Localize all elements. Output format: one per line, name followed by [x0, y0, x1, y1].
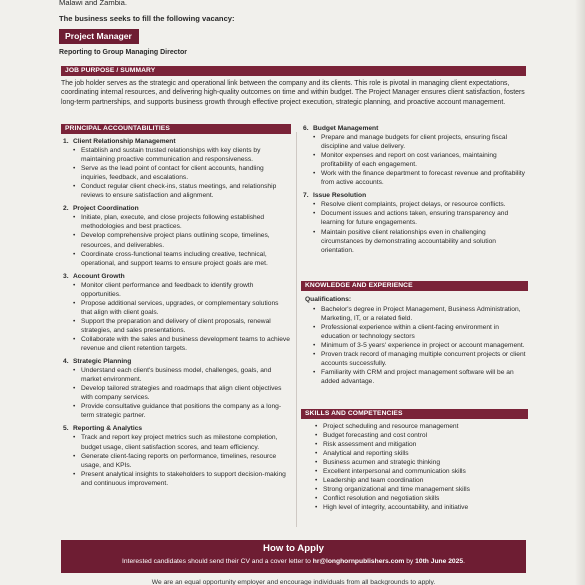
qualification-item: • Bachelor's degree in Project Management, Business Administration, Marketing, IT, or a related field. — [311, 305, 528, 323]
skill-item: • Business acumen and strategic thinking — [313, 458, 528, 467]
qualifications-list — [303, 305, 528, 386]
accountability-section-title — [63, 424, 291, 433]
apply-text-after: . — [463, 558, 465, 565]
skill-item: • Leadership and team coordination — [313, 476, 528, 485]
section-number: 6. — [303, 125, 309, 132]
intro-countries: Malawi and Zambia. — [59, 0, 127, 7]
accountability-item: • Coordinate cross-functional teams including creative, technical, operational, and support teams to ensure project goals are met. — [71, 250, 291, 268]
accountability-section-title — [63, 357, 291, 366]
accountability-item: • Monitor expenses and report on cost variances, maintaining profitability of each engagement. — [311, 151, 528, 169]
knowledge-section — [303, 292, 528, 386]
accountability-item: • Develop tailored strategies and roadmaps that align client objectives with company services. — [71, 384, 291, 402]
section-number: 2. — [63, 205, 69, 213]
section-number: 4. — [63, 358, 69, 366]
accountability-section-title — [63, 204, 291, 213]
accountabilities-right-column — [303, 124, 528, 255]
section-title-text: Account Growth — [73, 272, 125, 280]
accountability-item: • Track and report key project metrics such as milestone completion, budget usage, client satisfaction scores, and team efficiency. — [71, 433, 291, 451]
accountability-item: • Resolve client complaints, project delays, or resource conflicts. — [311, 200, 528, 209]
intro-vacancy-lead: The business seeks to fill the following vacancy: — [59, 14, 235, 23]
accountability-item: • Support the preparation and delivery of client proposals, renewal strategies, and sales presentations. — [71, 317, 291, 335]
section-title-text: Reporting & Analytics — [73, 425, 143, 433]
section-title-text: Client Relationship Management — [73, 138, 176, 145]
skill-item: • Analytical and reporting skills — [313, 449, 528, 458]
accountability-section-title — [303, 124, 528, 133]
accountability-item: • Maintain positive client relationships even in challenging circumstances by demonstrating accountability and solution orientation. — [311, 228, 528, 255]
skills-section — [305, 422, 528, 512]
apply-text-before: Interested candidates should send their CV and a cover letter to — [122, 558, 313, 565]
skills-heading: SKILLS AND COMPETENCIES — [301, 409, 528, 419]
skill-item: • Risk assessment and mitigation — [313, 440, 528, 449]
accountability-item: • Provide consultative guidance that positions the company as a long-term strategic partner. — [71, 402, 291, 420]
apply-text-mid: by — [404, 558, 416, 565]
accountability-list — [63, 213, 291, 267]
accountability-list — [63, 366, 291, 420]
accountability-list — [63, 146, 291, 200]
column-divider — [296, 132, 297, 527]
qualifications-label: Qualifications: — [305, 296, 352, 303]
accountability-item: • Work with the finance department to forecast revenue and profitability from active accounts. — [311, 169, 528, 187]
accountability-item: • Generate client-facing reports on performance, timelines, resource usage, and KPIs. — [71, 452, 291, 470]
accountability-item: • Initiate, plan, execute, and close projects following established methodologies and best practices. — [71, 213, 291, 231]
skill-item: • High level of integrity, accountability, and initiative — [313, 503, 528, 512]
how-to-apply-box — [61, 540, 526, 573]
section-number: 5. — [63, 425, 69, 433]
accountabilities-left-column — [63, 137, 291, 488]
qualification-item: • Familiarity with CRM and project management software will be an added advantage. — [311, 368, 528, 386]
knowledge-heading: KNOWLEDGE AND EXPERIENCE — [301, 281, 528, 291]
accountability-item: • Prepare and manage budgets for client projects, ensuring fiscal discipline and value delivery. — [311, 133, 528, 151]
section-title-text: Strategic Planning — [73, 358, 132, 366]
section-title-text: Project Coordination — [73, 205, 139, 213]
skill-item: • Strong organizational and time management skills — [313, 485, 528, 494]
apply-deadline: 10th June 2025 — [415, 558, 464, 565]
accountability-list — [303, 133, 528, 187]
accountability-section-title — [303, 191, 528, 200]
section-number: 1. — [63, 138, 69, 145]
accountability-item: • Collaborate with the sales and business development teams to achieve revenue and client retention targets. — [71, 335, 291, 353]
section-number: 3. — [63, 272, 69, 280]
accountability-item: • Propose additional services, upgrades, or complementary solutions that align with client goals. — [71, 299, 291, 317]
section-title-text: Budget Management — [313, 125, 379, 132]
page-edge-shadow — [575, 0, 585, 585]
accountability-section-title — [63, 137, 291, 146]
section-title-text: Issue Resolution — [313, 192, 367, 200]
section-number: 7. — [303, 192, 309, 200]
accountability-list — [63, 281, 291, 353]
accountability-item: • Understand each client's business model, challenges, goals, and market environment. — [71, 366, 291, 384]
reporting-line: Reporting to Group Managing Director — [59, 49, 187, 56]
accountability-item: • Document issues and actions taken, ensuring transparency and learning for future engagements. — [311, 209, 528, 227]
accountabilities-heading: PRINCIPAL ACCOUNTABILITIES — [61, 124, 291, 134]
qualification-item: • Minimum of 3-5 years' experience in project or account management. — [311, 341, 528, 350]
accountability-list — [63, 433, 291, 487]
apply-email[interactable]: hr@longhornpublishers.com — [312, 558, 405, 565]
summary-heading: JOB PURPOSE / SUMMARY — [61, 66, 526, 76]
skill-item: • Budget forecasting and cost control — [313, 431, 528, 440]
accountability-section-title — [63, 272, 291, 281]
accountability-item: • Monitor client performance and feedback to identify growth opportunities. — [71, 281, 291, 299]
how-to-apply-heading: How to Apply — [263, 543, 324, 554]
equal-opportunity-note: We are an equal opportunity employer and encourage individuals from all backgrounds to apply. — [151, 579, 436, 585]
how-to-apply-text — [61, 558, 526, 565]
accountability-item: • Conduct regular client check-ins, status meetings, and relationship reviews to ensure satisfaction and alignment. — [71, 182, 291, 200]
accountability-item: • Present analytical insights to stakeholders to support decision-making and continuous improvement. — [71, 470, 291, 488]
skill-item: • Project scheduling and resource management — [313, 422, 528, 431]
accountability-item: • Establish and sustain trusted relationships with key clients by maintaining proactive communication and responsiveness. — [71, 146, 291, 164]
skill-item: • Conflict resolution and negotiation skills — [313, 494, 528, 503]
accountability-list — [303, 200, 528, 254]
skill-item: • Excellent interpersonal and communication skills — [313, 467, 528, 476]
qualification-item: • Professional experience within a client-facing environment in education or technology sectors — [311, 323, 528, 341]
accountability-item: • Develop comprehensive project plans outlining scope, timelines, resources, and deliverables. — [71, 231, 291, 249]
skills-list — [305, 422, 528, 512]
vacancy-title: Project Manager — [59, 29, 139, 44]
accountability-item: • Serve as the lead point of contact for client accounts, handling inquiries, feedback, and escalations. — [71, 164, 291, 182]
qualification-item: • Proven track record of managing multiple concurrent projects or client accounts successfully. — [311, 350, 528, 368]
intro-text — [59, 0, 235, 24]
summary-text: The job holder serves as the strategic and operational link between the company and its clients. This role is pivotal in managing client expectations, coordinating internal resources, and delivering high-quality outcomes on time and within budget. The Project Manager ensures client satisfaction, fosters long-term partnerships, and supports business growth through effective project execution, strategic planning, and proactive account management. — [61, 80, 525, 106]
